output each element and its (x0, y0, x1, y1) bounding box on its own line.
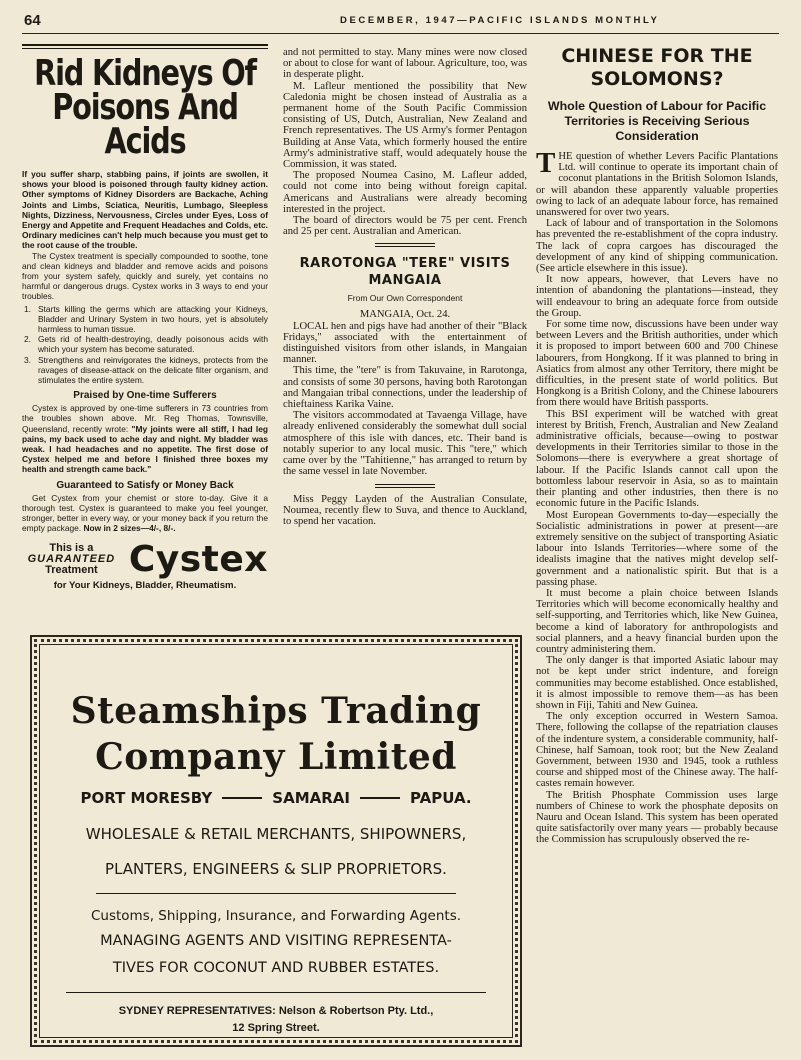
ad-subheading-praise: Praised by One-time Sufferers (73, 390, 217, 402)
services-line: WHOLESALE & RETAIL MERCHANTS, SHIPOWNERS, (85, 825, 467, 843)
news-brief: Miss Peggy Layden of the Australian Consulate, Noumea, recently flew to Suva, and thence to Auckland, to spend her vacation. (283, 493, 527, 527)
article-paragraph: The proposed Noumea Casino, M. Lafleur added, could not come into being without foreign capital. Americans and Australians were already becoming interested in the project. (283, 170, 527, 215)
article-paragraph: It must become a plain choice between Islands Territories which will become economically healthy and self-supporting, and Territories which, like New Guinea, become a kind of laboratory for anthropologists and social planners, and a heavy financial burden upon the country administering them. (536, 587, 778, 655)
brand-tagline: for Your Kidneys, Bladder, Rheumatism. (53, 579, 237, 591)
managing-agents-line: TIVES FOR COCONUT AND RUBBER ESTATES. (112, 960, 440, 976)
point-number: 2. (24, 334, 31, 345)
port-name: SAMARAI (272, 789, 350, 807)
services-line: PLANTERS, ENGINEERS & SLIP PROPRIETORS. (105, 860, 447, 878)
brand-line: This is a (49, 542, 94, 554)
article-separator (375, 484, 435, 488)
ports-line (42, 789, 510, 807)
article-paragraph: M. Lafleur mentioned the possibility that New Caledonia might be chosen instead of Australia as a permanent home of the South Pacific Commission consisting of US, Dutch, Australian, New Zealand and French representatives. The US Army's former Pentagon Building at Anse Vata, which formerly housed the entire Army's administrative staff, would adequately house the Commission, it was stated. (283, 80, 527, 171)
steamships-advertisement (30, 635, 522, 1047)
point-text: Strengthens and reinvigorates the kidneys, protects from the ravages of disease-attack on the delicate filter organism, and stimulates the entire system. (38, 354, 268, 386)
article-paragraph: For some time now, discussions have been under way between Levers and the British authorities, under which it is proposed to import between 600 and 700 Chinese labourers, from Hongkong. If it was planned to bring in Asiatics from almost any other Territory, there might be difficulties, in the present state of world politics. But Hongkong is a British Colony, and the Chinese labourers from there would have British passports. (536, 319, 778, 409)
article-paragraph: The only exception occurred in Western Samoa. There, following the collapse of the repatriation clauses of the indenture system, a considerable community, half-Chinese, half Samoan, took root; but the New Zealand Government, between 1930 and 1945, took a ruthless course and shipped most of the Chinese away. The half-castes remain however. (536, 711, 778, 790)
brand-logo-text: Cystex (128, 539, 268, 580)
dash-separator (360, 797, 400, 799)
size-pricing: Now in 2 sizes—4/-, 8/-. (83, 523, 176, 534)
article-paragraph: The board of directors would be 75 per cent. French and 25 per cent. Australian and American. (283, 215, 527, 238)
ad-paragraph: The Cystex treatment is specially compounded to soothe, tone and clean kidneys and bladder and remove acids and poisons from your system safely, quickly and surely, yet contains no harmful or dangerous drugs. Cystex works in 3 ways to end your troubles. (22, 250, 268, 302)
rarotonga-headline: RAROTONGA "TERE" VISITS MANGAIA (299, 256, 511, 289)
cystex-advertisement (22, 44, 268, 591)
article-paragraph: The only danger is that imported Asiatic labour may not be kept under strict indenture, and foreign communities may become established. Once established, it is almost impossible to remove them—as has been shown in Fiji, Tahiti and New Guinea. (536, 655, 778, 711)
ad-divider (66, 992, 486, 993)
article-deck: Whole Question of Labour for Pacific Territories is Receiving Serious Consideration (547, 99, 767, 143)
ad-point (22, 304, 268, 335)
drop-cap: T (536, 147, 556, 179)
dateline: MANGAIA, Oct. 24. (359, 309, 451, 321)
article-paragraph: Most European Governments to-day—especially the Socialistic administrations in power at present—are extremely sensitive on the subject of transporting Asiatic labour into Islands Territories—where some of the idealists imagine that the natives might develop self-government and a nationalistic spirit. But that is a passing phase. (536, 509, 778, 588)
port-name: PAPUA. (410, 789, 472, 807)
article-separator (375, 243, 435, 247)
ad-content (42, 647, 510, 1035)
ad-point (22, 334, 268, 354)
testimonial-quote: "My joints were all stiff, I had leg pains, my back used to ache day and night. My bladder was weak. I had headaches and no appetite. The first dose of Cystex helped me and before I finished three boxes my health and strength came back." (22, 423, 269, 475)
sydney-address: 12 Spring Street. (232, 1022, 320, 1034)
article-continuation: and not permitted to stay. Many mines were now closed or about to close for want of labour. Agriculture, too, was in desperate plight. (283, 47, 527, 81)
ad-intro: If you suffer sharp, stabbing pains, if joints are swollen, it shows your blood is poisoned through faulty kidney action. Other symptoms of Kidney Disorders are Backache, Aching Joints and Limbs, Sciatica, Neuritis, Lumbago, Sleepless Nights, Dizziness, Nervousness, Circles under Eyes, Loss of Energy and Appetite and Frequent Headaches and Colds, etc. Ordinary medicines can't help much because you must get to the root cause of the trouble. (22, 169, 268, 251)
point-text: Gets rid of health-destroying, deadly poisonous acids with which your system has become saturated. (38, 334, 268, 355)
ad-testimonial (22, 403, 268, 474)
point-number: 1. (24, 303, 31, 314)
ad-divider (96, 893, 456, 894)
testimonial-intro: Cystex is approved by one-time sufferers in 73 countries from the troubles shown above. Mr. Reg Thomas, Townsville, Queensland, recently wrote: (22, 403, 268, 434)
header-rule (22, 33, 779, 34)
managing-agents-line: MANAGING AGENTS AND VISITING REPRESENTA- (100, 933, 452, 949)
ad-point (22, 355, 268, 386)
ad-guarantee-text (22, 493, 268, 534)
article-headline: CHINESE FOR THE SOLOMONS? (561, 45, 753, 90)
point-number: 3. (24, 354, 31, 365)
ad-subheading-guarantee: Guaranteed to Satisfy or Money Back (56, 479, 234, 491)
article-paragraph: This time, the "tere" is from Takuvaine, in Rarotonga, and consists of some 30 persons, having both Rarotongan and Mangaian tribal connections, under the leadership of chieftainess Karika Vaine. (283, 365, 527, 411)
point-text: Starts killing the germs which are attacking your Kidneys, Bladder and Urinary System in two hours, yet is absolutely harmless to human tissue. (38, 303, 268, 335)
running-title: DECEMBER, 1947—PACIFIC ISLANDS MONTHLY (340, 15, 660, 26)
article-paragraph: The visitors accommodated at Tavaenga Village, have already enlivened considerably the somewhat dull social atmosphere of this isle with dances, etc. Their band is notably superior to any local music. This "tere," which came over by the "Tahitienne," has arranged to return by the same vessel in late November. (283, 410, 527, 478)
article-paragraph: The British Phosphate Commission uses large numbers of Chinese to work the phosphate deposits on Nauru and Ocean Island. This system has been operated quite satisfactorily over many years — probably because the Commission has scrupulously observed the re- (536, 789, 778, 846)
guarantee-text: Get Cystex from your chemist or store to-day. Give it a thorough test. Cystex is guaranteed to make you feel younger, stronger, better in every way, or your money back if you return the empty package. (22, 492, 268, 534)
byline: From Our Own Correspondent (347, 293, 463, 304)
brand-row (22, 539, 268, 580)
ad-headline: Rid Kidneys Of Poisons And Acids (34, 53, 256, 162)
right-column (536, 45, 778, 846)
article-paragraph: This BSI experiment will be watched with great interest by British, French, Australian and New Zealand administrative officials, because—owing to postwar developments in their Territories similar to those in the Solomons—there is everywhere a great shortage of labour. If the Pacific Islands cannot call upon the bottomless labour reservoir in Asia, so as to maintain their planting and other industries, then there is no economic future in the Pacific Islands. (536, 408, 778, 510)
company-name-line2: Company Limited (95, 736, 457, 778)
article-lead-paragraph (536, 147, 778, 219)
sydney-representatives: SYDNEY REPRESENTATIVES: Nelson & Robertson Pty. Ltd., (118, 1005, 434, 1017)
middle-column (283, 47, 527, 527)
dash-separator (222, 797, 262, 799)
company-name-line1: Steamships Trading (70, 690, 482, 732)
lead-text: HE question of whether Levers Pacific Plantations Ltd. will continue to operate its important chain of coconut plantations in the British Solomon Islands, or will abandon these apparently valuable properties owing to lack of an adequate labour force, has remained unanswered for over two years. (536, 151, 778, 219)
agents-line: Customs, Shipping, Insurance, and Forwarding Agents. (90, 908, 462, 924)
article-paragraph: Lack of labour and of transportation in the Solomons has prevented the re-establishment of the copra industry. The lack of copra cargoes has discouraged the development of any kind of shipping communication. (See article elsewhere in this issue). (536, 218, 778, 275)
article-paragraph: LOCAL hen and pigs have had another of their "Black Fridays," associated with the entertainment of distinguished visitors from other islands, in Mangaian manner. (283, 320, 527, 366)
article-paragraph: It now appears, however, that Levers have no intention of abandoning the plantations—instead, they will endeavour to bring an adequate force from outside the Group. (536, 274, 778, 319)
ad-point-list (22, 304, 268, 386)
brand-guarantee-block (22, 543, 121, 576)
page-number: 64 (24, 12, 41, 29)
brand-line: Treatment (45, 564, 98, 576)
port-name: PORT MORESBY (80, 789, 213, 807)
brand-line-guaranteed: GUARANTEED (27, 553, 116, 565)
ad-top-rule (22, 44, 268, 49)
